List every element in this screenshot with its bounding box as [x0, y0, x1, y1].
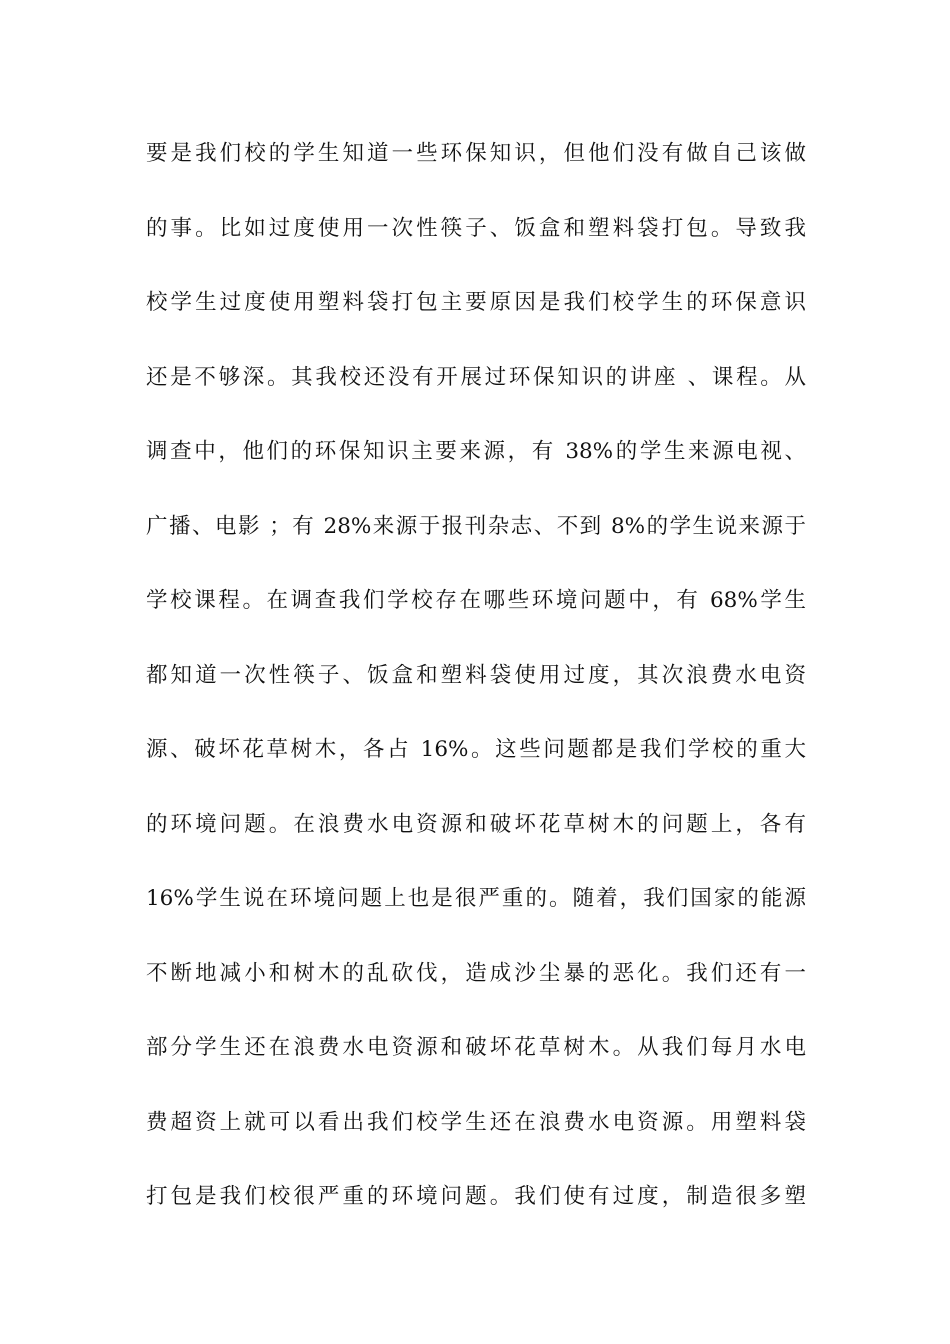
text-line: 学校课程。在调查我们学校存在哪些环境问题中，有 68%学生 — [146, 588, 806, 613]
text-line: 广播、电影 ；有 28%来源于报刊杂志、不到 8%的学生说来源于 — [146, 513, 806, 539]
text-line: 的事。比如过度使用一次性筷子、饭盒和塑料袋打包。导致我 — [146, 215, 806, 241]
text-line: 打包是我们校很严重的环境问题。我们使有过度，制造很多塑 — [146, 1184, 806, 1209]
body-text — [146, 128, 806, 1246]
text-line: 的环境问题。在浪费水电资源和破坏花草树木的问题上，各有 — [146, 811, 806, 837]
text-line: 部分学生还在浪费水电资源和破坏花草树木。从我们每月水电 — [146, 1035, 806, 1060]
text-line: 不断地减小和树木的乱砍伐，造成沙尘暴的恶化。我们还有一 — [146, 960, 806, 986]
text-line: 调查中，他们的环保知识主要来源，有 38%的学生来源电视、 — [146, 439, 806, 464]
text-line: 校学生过度使用塑料袋打包主要原因是我们校学生的环保意识 — [146, 290, 806, 315]
text-line: 16%学生说在环境问题上也是很严重的。随着，我们国家的能源 — [146, 886, 806, 911]
text-line: 还是不够深。其我校还没有开展过环保知识的讲座 、课程。从 — [146, 364, 806, 390]
text-line: 费超资上就可以看出我们校学生还在浪费水电资源。用塑料袋 — [146, 1109, 806, 1135]
text-line: 要是我们校的学生知道一些环保知识，但他们没有做自己该做 — [146, 141, 806, 166]
text-line: 源、破坏花草树木，各占 16%。这些问题都是我们学校的重大 — [146, 737, 806, 762]
text-line: 都知道一次性筷子、饭盒和塑料袋使用过度，其次浪费水电资 — [146, 662, 806, 688]
